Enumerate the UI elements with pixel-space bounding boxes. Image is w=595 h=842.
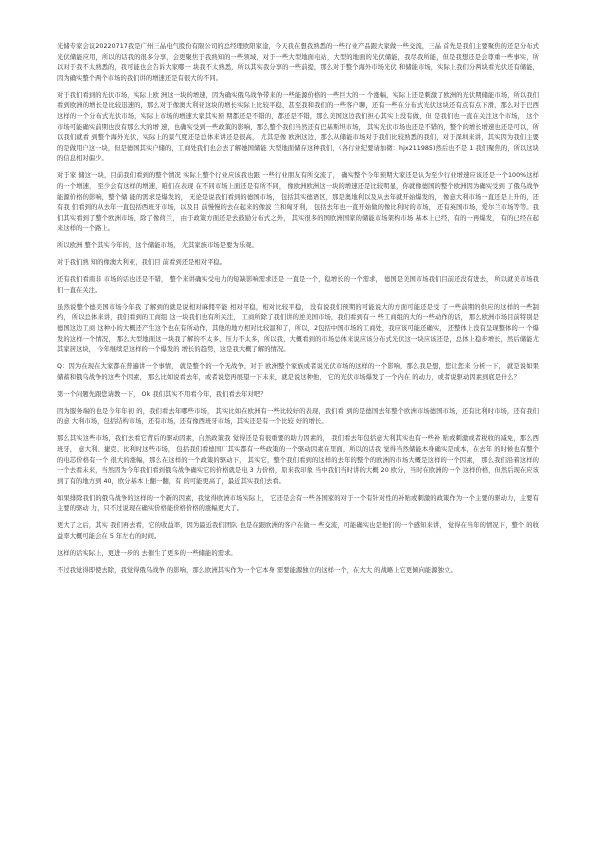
paragraph-pv-market: 对于我们看到的光伏市场，实际上欧 洲这一块的增速，因为确实俄乌战争带来的一些能源价格的一些巨大的一 个涨幅，实际上还是刺激了欧洲的光伏期储能市场，所以我们看到欧洲的增长是比较迅速的，那么对于像澳大利亚这块的增长实际上比较平稳，甚至我和我们的一些客户聊，还有一些在分布式光伏这块还有点有点下滑，那么对于巴西这样的一个分布式光伏市场，实际上市场的增速大家其实预 期都还是不错的，都还是不错，那么美国这边我们担心其实上没有做，但 是我们也一直在关注这个市场， 这个市场可能确实前期也没有那么大的增 速，也确实受到一些政策的影响，那么整个我们当然还有巴基斯坦市场， 其实光伏市场也还是不错的，整个的增长增速也还是可以，所以我们就看 到整个海外光伏，实际上的景气度还是总体来讲还是很高， 尤其是像 欧洲这边，那么从储能市场对于我们比较熟悉的我们，对于深圳来讲，其实因为我们主要的是做用户这一块，但是德国其实户储的，工商处我们也会去了解她国储能 大型地面储存这种我们，（各行业纪要请加微：hjx211985)然后也不是 1 我们聚焦的，所以这块的信息相对偏少。 xyxy=(57,91,539,163)
paragraph-last-year-markets: 因为服务端的也是今年年初 的，我们看去年哪些市场， 其实比如在欧洲有一些比较好的表现，我们看 到的是德国去年整个欧洲市场德国市场，还有比利时市场，还有我们的意 大利市场，包括结构市场，还有市场，还有像西班牙市场，其实还是有一个比较 好的增长。 xyxy=(57,407,539,426)
paragraph-australia: 对于我们熟 知的像澳大利亚，我们目 前看到还是相对平稳。 xyxy=(57,259,227,267)
paragraph-question: Q：因为在现在大家都在普遍讲一个事情， 就是整个的一个无战争，对于 欧洲整个家族或者说光伏市场的这样的一个影响，那么我是想，您让您来 分析一下， 就是说如果储蓄和俄乌战争的这些个因素， 那么比如说看去年，或者说您再展望一下未来，就是说这种他， 它的光伏市场爆发了一个内在 的动力，或者说驱动因素到底是什么？ xyxy=(57,363,539,381)
paragraph-us-commercial: 虽然说整个德美国市场今年我 了解到的就是说相对麻佣平能 相对平稳，相对比较平稳， 没有说我们预期的可能说大的方面可能还是受 了一些前期的供应的这样的一些制约， 所以总体来讲，我们看到的工商组 这一块我们也有所关注， 工商所除了我们讲的逆美国市场，我们看到有一 些工商组的大的一些动作的话， 那么欧洲市场目前特别是德国这边工商 这种小的大概还产生这个也在有所动作，其他的地方相对比较温和了，所以，2包括中国市场的工商处，我应该可能还确实， 还整体上没有呈现整体的一 个爆发的这样一个情况， 那么大型地面这一块我了解的不太多，压力不太多，所以我，大概看到的市场总体来说应该分布式光伏这一块应该还是，总体上稳步增长，然后储能尤其家居这块， 今年继续是这样的一个爆发的 增长的趋势，这是我大概了解的情况。 xyxy=(57,303,539,354)
paragraph-energy-independence: 不过我觉得即使去除，我觉得俄乌战争 的影响，那么欧洲其实作为一个它本身 需要能源独立的这样一个，在大大 的战略上它更倾向能源独立。 xyxy=(57,566,457,574)
paragraph-policy-drivers: 那么其实这些市场，我们去看它背后的驱动因素，自然政策我 觉得还是有很重要的助力因素的， 我们看去年包括意大利其实也有一些补 贴或刺激或者税收的减免，那么西班牙， 意大利、捷克、比利时这些市场， 包括我们看德国厂其实都有一些政策的一个驱动因素在里面，所以的话我 觉得当然储能本身确实是成本，在去年 的时候也有整个的电芯价格有一个 很大的涨幅，那么在这样的一个政策的驱动下， 其实它，整个我们看到的这样的去年的整个的欧洲的市场大概是这样的一个因素， 那么我们沿着这样的一个去看未来，当然因为今年我们看到俄乌战争确实它的价格就是电 3 力价格，原来我印象 当中我们当时讲的大概 20 欧分，当时在欧洲的一个 这样价格，但然后现在应该到了有的地方到 40，欧分基本上翻一翻，有 的可能更高了，最近其实我们去看。 xyxy=(57,435,539,485)
paragraph-demand: 这样的话实际上，更进一步的 去催生了更多的一些储能的需求。 xyxy=(57,549,237,557)
paragraph-europe-outlook: 所以欧洲 整个其实今年的，这个储能市场， 尤其家族市场是要为乐观。 xyxy=(57,242,258,250)
paragraph-first-question: 第一个问题先跟您请教一下， Ok 我们其实不用看今年，我们看去年对吧？ xyxy=(57,390,267,398)
paragraph-without-war: 如果排除我们的俄乌战争的这样的一个新的因素，我觉得欧洲市场实际上， 它还是会有一些各国家的对于一个有针对性的补贴或刺激的政策作为一个主要的驱动力，主要有主要的驱动 力，只不过说现在确实价格能价格价格的涨幅更大了。 xyxy=(57,494,539,513)
paragraph-intro: 光储专家会议20220717我是广州三晶电气股份有限公司的总经理欧阳家淦，今天我在想我熟悉的一些行业产品跟大家做一些交流，三晶 首先是我们主要聚焦的还是分布式 光伏储能应用，所以的话我的很多分享，会更聚焦于我熟知的一些领域，对于一些大型地面电站，大型的地面的光伏储能，我尽我所能，但是我想还是会尊重一些事实，所以对于我不太熟悉的，我可能也会告诉大家哪一 块我不太熟悉，所以其实我分享的一些前提，那么对于整个海外市场光伏 和储能市场，实际上我们分两块看光伏还有储能，因为确实整个两个市场的我们讲的增速还是有很大的不同。 xyxy=(57,43,539,82)
paragraph-return-rate: 更大了之后，其实 我们再去看，它的收益率，因为最近我们团队 也是在跟欧洲的客户在做一 些交流，可能确实也是他们的一个感知来讲， 觉得在当年的情况下，整个 的收益率大概可能会在 5 年左右的时间。 xyxy=(57,522,539,540)
paragraph-south-africa: 还有我们看南非 市场的话也还是不错， 整个来讲确实受电力的短缺影响需求还是 一直是一个，稳增长的一个需求， 德国是美国市场我们目前还没有进去， 所以就美市场我们一直在关注。 xyxy=(57,276,539,294)
paragraph-home-storage: 对于家 储这一块，目前我们看到的整个情况 实际上整个行业应该我也跟 一些行业朋友有所交流了， 确实整个今年预期大家还是认为至少行业增速应该还是一个100%这样的一个增速， 至少会有这样的增速，咱们在表现 在不同市场上面还是有所不同， 像欧洲欧洲这一块的增速还是比较明显，你就像德国的整个欧洲因为确实受到 了俄乌战争能源价格的影响，整个储 能的需求是爆发的， 无论是说我们看到的德国市场， 包括其实德语区，那是奥地利以及从去年就开始爆发的， 像意大利市场一直还是上升的，还有我 们看到的从去年一直包括西班牙市场，以及目 前慢慢的去在起来的像波 兰和匈牙利， 包括去年也一直开始做的像比利时的市场， 还有英国市场，爱尔兰市场等等。我们其实看到了整个欧洲市场，除了像荷兰， 由于政策方面还是去鼓励分布式之外， 其实很多的国欧洲国家的储能市场架构市场 基本上已经，有的一再爆发， 有的已经在起来这样的一个路上。 xyxy=(57,172,539,233)
